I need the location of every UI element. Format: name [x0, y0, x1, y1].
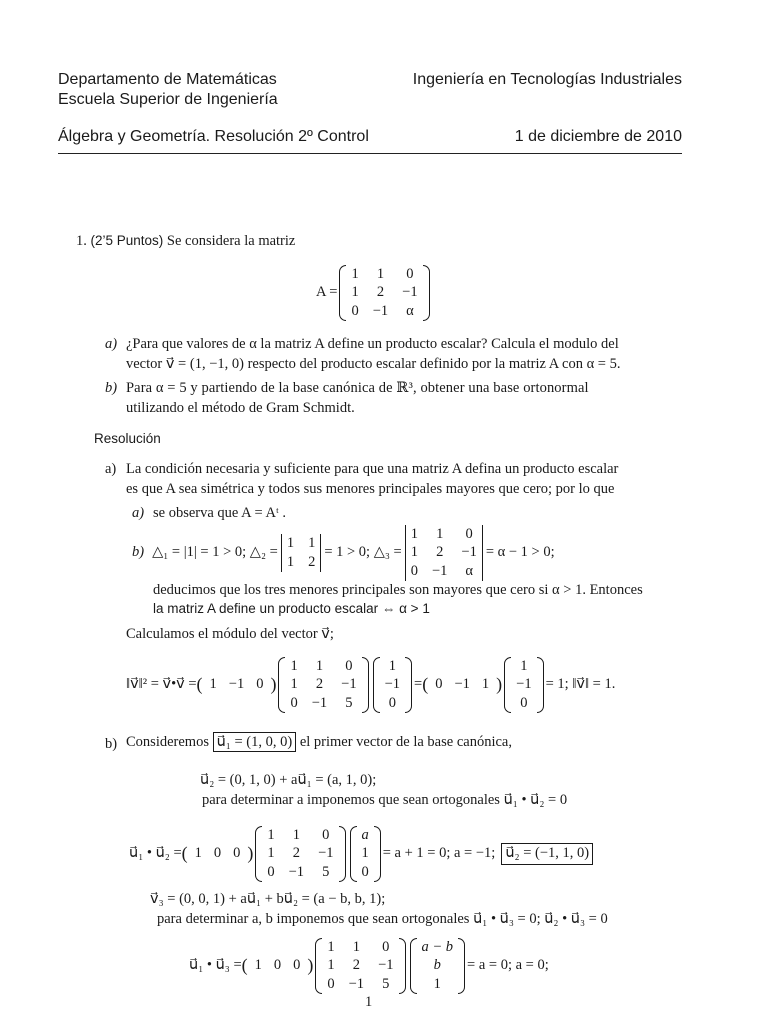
- matrix-cell: −1: [311, 694, 328, 711]
- matrix-cell: −1: [341, 676, 357, 693]
- department-name: Departamento de Matemáticas: [58, 71, 277, 88]
- vec-cell: 1: [520, 658, 528, 674]
- row-vector-u1: [190, 844, 246, 863]
- matrix-cell: 0: [290, 694, 298, 711]
- u2-box: u⃗₂ = (−1, 1, 0): [501, 843, 593, 864]
- column-vector-v: [380, 657, 405, 713]
- vec-cell: ( 0: [435, 676, 443, 693]
- det-cell: α: [465, 562, 473, 579]
- matrix-cell: 0: [327, 975, 335, 992]
- vec-cell: 0: [213, 845, 222, 862]
- vec-cell: 0: [293, 957, 301, 974]
- vec-cell: 1: [481, 676, 490, 693]
- vec-cell: 0: [256, 676, 264, 693]
- vec-cell: 0: [233, 845, 241, 862]
- determinant-3x3: [406, 525, 482, 581]
- vec-cell: 0: [273, 957, 282, 974]
- norm-rhs: = 1; ‖v⃗‖ = 1.: [545, 676, 616, 693]
- vec-cell: −1: [228, 676, 245, 693]
- res-b-label: b): [105, 736, 118, 752]
- det-cell: 0: [465, 526, 473, 542]
- row-vector-u1-b: [250, 956, 306, 975]
- matrix-cell: 2: [315, 676, 324, 693]
- page-number: 1: [365, 994, 373, 1010]
- matrix-cell: 1: [351, 284, 359, 301]
- matrix-cell: 1: [351, 266, 359, 282]
- deduce-line2: la matriz A define un producto escalar ⇔ α > 1: [153, 601, 430, 616]
- matrix-cell: 5: [382, 975, 390, 992]
- part-b-line2: utilizando el método de Gram Schmidt.: [126, 400, 355, 416]
- dot13-lhs: u⃗₁ • u⃗₃ =: [189, 957, 242, 974]
- u2-definition: u⃗₂ = (0, 1, 0) + au⃗₁ = (a, 1, 0);: [200, 772, 377, 788]
- matrix-A-label: A =: [316, 284, 338, 301]
- matrix-cell: −1: [288, 863, 305, 880]
- vec-cell: 1: [433, 975, 441, 992]
- dot-u1-u3: [189, 938, 549, 994]
- u3-condition: para determinar a, b imponemos que sean ortogonales u⃗₁ • u⃗₃ = 0; u⃗₂ • u⃗₃ = 0: [157, 911, 608, 927]
- deduce-line1: deducimos que los tres menores principales son mayores que cero si α > 1. Entonces: [153, 582, 643, 598]
- matrix-cell: 1: [376, 266, 385, 282]
- exam-date: 1 de diciembre de 2010: [514, 128, 682, 145]
- minors-line: [132, 525, 555, 581]
- u1-box: u⃗₁ = (1, 0, 0): [213, 732, 297, 752]
- res-a-sub-b-label: b): [132, 544, 145, 561]
- res-b-text2: el primer vector de la base canónica,: [299, 734, 512, 750]
- det-cell: 1: [436, 526, 444, 542]
- resolution-heading: Resolución: [94, 431, 161, 446]
- problem-points: (2’5 Puntos): [90, 233, 164, 248]
- matrix-cell: −1: [348, 975, 365, 992]
- u3-definition: v⃗₃ = (0, 0, 1) + au⃗₁ + bu⃗₂ = (a − b, b, 1);: [150, 891, 386, 907]
- matrix-A: [346, 265, 422, 321]
- matrix-cell: 2: [376, 284, 385, 301]
- vec-cell: 0: [520, 694, 528, 711]
- matrix-cell: 2: [352, 957, 360, 974]
- calc-text: Calculamos el módulo del vector v⃗;: [126, 626, 334, 642]
- matrix-cell: 1: [315, 658, 324, 674]
- matrix-cell: 1: [292, 827, 300, 843]
- vec-cell: ( 1: [194, 845, 202, 862]
- determinant-2x2: [282, 534, 321, 572]
- matrix-cell: 5: [345, 694, 353, 711]
- problem-intro: Se considera la matriz: [166, 233, 296, 249]
- column-vector-v-2: [511, 657, 536, 713]
- vec-cell: b: [433, 957, 441, 974]
- res-b-text1: Consideremos: [126, 734, 209, 750]
- row-result: [430, 675, 494, 694]
- course-title: Álgebra y Geometría. Resolución 2º Control: [58, 128, 369, 145]
- vec-cell: ( 1: [254, 957, 262, 974]
- vec-cell: −1: [454, 676, 470, 693]
- matrix-cell: 1: [327, 939, 335, 955]
- vec-cell: −1: [384, 676, 401, 693]
- matrix-cell: 0: [322, 827, 330, 843]
- matrix-A5: [285, 657, 361, 713]
- det-cell: 1: [410, 544, 418, 561]
- part-b-line1: Para α = 5 y partiendo de la base canónica de ℝ³, obtener una base ortonormal: [126, 380, 589, 396]
- column-vector-a: [357, 826, 374, 882]
- res-a-sub-a-label: a): [132, 505, 145, 521]
- res-b-line: [126, 734, 512, 751]
- problem-number: 1.: [76, 233, 87, 249]
- matrix-cell: 1: [290, 658, 298, 674]
- matrix-cell: 1: [290, 676, 298, 693]
- det-cell: −1: [431, 562, 448, 579]
- vec-cell: 0: [361, 863, 369, 880]
- matrix-cell: −1: [402, 284, 418, 301]
- dot12-rhs: = a + 1 = 0; a = −1;: [382, 845, 496, 862]
- matrix-A5-b: [262, 826, 338, 882]
- res-a-line1: La condición necesaria y suficiente para que una matriz A defina un producto escalar: [126, 461, 619, 477]
- dot12-lhs: u⃗₁ • u⃗₂ =: [129, 845, 182, 862]
- matrix-cell: 1: [267, 827, 275, 843]
- vec-cell: a: [361, 827, 369, 843]
- header-rule: [58, 153, 682, 154]
- res-a-label: a): [105, 461, 117, 477]
- minors-mid: = 1 > 0; △₃ =: [324, 544, 402, 561]
- vec-cell: 0: [388, 694, 396, 711]
- norm-computation: [126, 657, 615, 713]
- det-cell: 1: [410, 526, 418, 542]
- matrix-cell: 1: [267, 845, 275, 862]
- res-a-line2: es que A sea simétrica y todos sus menores principales mayores que cero; por lo que: [126, 481, 615, 497]
- matrix-cell: 0: [345, 658, 353, 674]
- part-b-label: b): [105, 380, 118, 396]
- matrix-cell: −1: [318, 845, 334, 862]
- vec-cell: −1: [516, 676, 532, 693]
- matrix-cell: −1: [372, 302, 389, 319]
- equals-sign: =: [414, 676, 423, 693]
- matrix-cell: 0: [351, 302, 359, 319]
- det-cell: 0: [410, 562, 418, 579]
- matrix-A5-c: [322, 938, 398, 994]
- vec-cell: 1: [361, 845, 369, 862]
- matrix-cell: 1: [327, 957, 335, 974]
- matrix-cell: 0: [267, 863, 275, 880]
- matrix-cell: 0: [406, 266, 414, 282]
- column-vector-ab: [417, 938, 459, 994]
- vec-cell: a − b: [421, 939, 454, 955]
- dot13-rhs: = a = 0; a = 0;: [467, 957, 549, 974]
- vec-cell: 1: [388, 658, 396, 674]
- minors-start: △₁ = |1| = 1 > 0; △₂ =: [152, 544, 278, 561]
- part-a-line2: vector v⃗ = (1, −1, 0) respecto del producto escalar definido por la matriz A con α = 5.: [126, 356, 621, 372]
- matrix-cell: 0: [382, 939, 390, 955]
- u2-condition: para determinar a imponemos que sean ortogonales u⃗₁ • u⃗₂ = 0: [202, 792, 568, 808]
- minors-end: = α − 1 > 0;: [485, 544, 555, 561]
- det-cell: 1: [286, 535, 295, 552]
- problem-heading: [76, 233, 295, 250]
- matrix-cell: −1: [378, 957, 394, 974]
- program-name: Ingeniería en Tecnologías Industriales: [412, 71, 682, 88]
- matrix-A-definition: [316, 265, 432, 321]
- vec-cell: ( 1: [209, 676, 217, 693]
- matrix-cell: 1: [352, 939, 360, 955]
- part-a-line1: ¿Para que valores de α la matriz A define un producto escalar? Calcula el modulo del: [126, 336, 619, 352]
- matrix-cell: 2: [292, 845, 300, 862]
- matrix-cell: α: [406, 302, 414, 319]
- det-cell: 1: [308, 535, 316, 552]
- dot-u1-u2: [129, 826, 593, 882]
- row-vector-v: [205, 675, 269, 694]
- det-cell: −1: [461, 544, 477, 561]
- det-cell: 2: [436, 544, 444, 561]
- school-name: Escuela Superior de Ingeniería: [58, 91, 278, 108]
- part-a-label: a): [105, 336, 118, 352]
- det-cell: 1: [286, 553, 295, 570]
- det-cell: 2: [308, 553, 316, 570]
- norm-lhs: ‖v⃗‖² = v⃗•v⃗ =: [126, 676, 197, 693]
- matrix-cell: 5: [322, 863, 330, 880]
- res-a-sub-a-text: se observa que A = Aᵗ .: [153, 505, 286, 521]
